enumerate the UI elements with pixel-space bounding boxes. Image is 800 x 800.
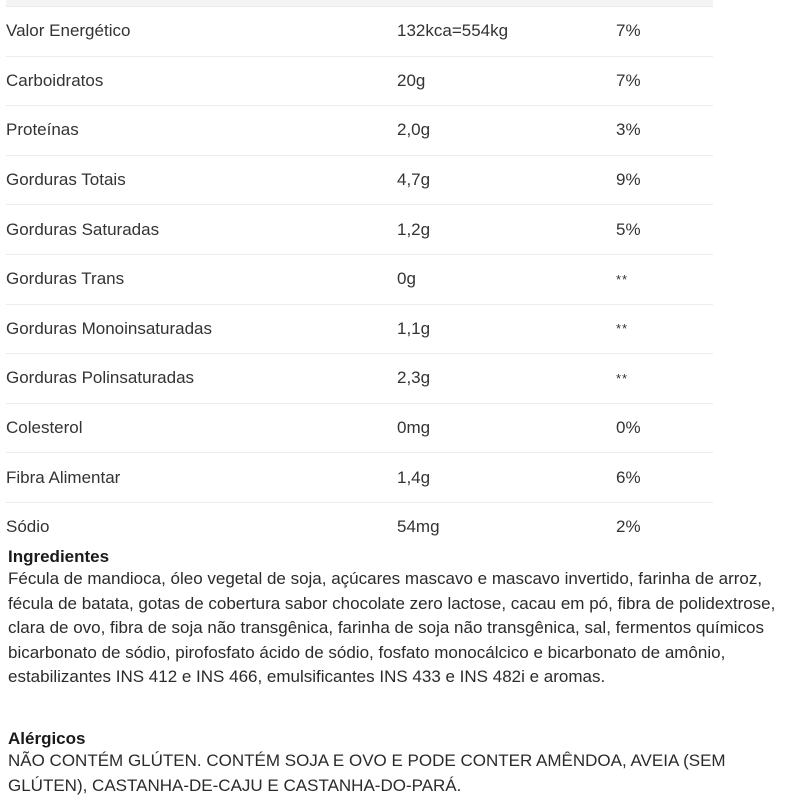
nutrient-amount: 0mg [397, 403, 616, 453]
nutrient-daily-value: ** [616, 304, 713, 354]
nutrient-amount: 20g [397, 56, 616, 106]
nutrient-daily-value: 7% [616, 7, 713, 56]
nutrient-name: Valor Energético [6, 7, 397, 56]
nutrition-row [6, 56, 713, 106]
nutrient-name: Colesterol [6, 403, 397, 453]
nutrient-amount: 1,2g [397, 205, 616, 255]
nutrient-amount: 2,0g [397, 106, 616, 156]
nutrient-amount: 0g [397, 254, 616, 304]
ingredients-title: Ingredientes [8, 547, 110, 566]
allergens-text: NÃO CONTÉM GLÚTEN. CONTÉM SOJA E OVO E PODE CONTER AMÊNDOA, AVEIA (SEM GLÚTEN), CASTANHA-DE-CAJU E CASTANHA-DO-PARÁ. [8, 751, 726, 795]
nutrient-name: Gorduras Polinsaturadas [6, 354, 397, 404]
nutrient-amount: 2,3g [397, 354, 616, 404]
nutrition-row [6, 106, 713, 156]
table-header-strip [6, 0, 713, 7]
nutrition-row [6, 155, 713, 205]
nutrient-name: Gorduras Trans [6, 254, 397, 304]
nutrient-daily-value: ** [616, 254, 713, 304]
nutrient-daily-value: 6% [616, 453, 713, 503]
nutrition-row [6, 354, 713, 404]
nutrition-table [6, 7, 713, 552]
nutrient-daily-value: ** [616, 354, 713, 404]
nutrient-amount: 4,7g [397, 155, 616, 205]
nutrient-amount: 132kca=554kg [397, 7, 616, 56]
nutrient-name: Gorduras Monoinsaturadas [6, 304, 397, 354]
nutrient-amount: 54mg [397, 517, 440, 537]
nutrition-table-body [6, 7, 713, 552]
nutrition-row [6, 254, 713, 304]
nutrition-row [6, 403, 713, 453]
nutrition-row [6, 502, 713, 551]
nutrient-amount: 1,1g [397, 304, 616, 354]
allergens-section [8, 728, 798, 798]
nutrient-name: Carboidratos [6, 56, 397, 106]
allergens-title: Alérgicos [8, 729, 86, 748]
nutrient-daily-value: 2% [616, 517, 641, 537]
nutrient-name: Proteínas [6, 106, 397, 156]
nutrient-name: Fibra Alimentar [6, 453, 397, 503]
nutrient-name: Sódio [6, 517, 50, 537]
ingredients-text: Fécula de mandioca, óleo vegetal de soja, açúcares mascavo e mascavo invertido, farinha de arroz, fécula de batata, gotas de cobertura sabor chocolate zero lactose, cacau em pó, fibra de polidextrose, clara de ovo, fibra de soja não transgênica, farinha de soja não transgênica, sal, fermentos químicos bicarbonato de sódio, pirofosfato ácido de sódio, fosfato monocálcico e bicarbonato de amônio, estabilizantes INS 412 e INS 466, emulsificantes INS 433 e INS 482i e aromas. [8, 569, 776, 686]
nutrition-row [6, 205, 713, 255]
nutrient-daily-value: 3% [616, 106, 713, 156]
nutrient-daily-value: 9% [616, 155, 713, 205]
nutrition-row [6, 7, 713, 56]
nutrition-row [6, 453, 713, 503]
nutrient-name: Gorduras Saturadas [6, 205, 397, 255]
nutrition-row [6, 304, 713, 354]
nutrient-amount: 1,4g [397, 453, 616, 503]
nutrient-daily-value: 5% [616, 205, 713, 255]
nutrient-daily-value: 0% [616, 403, 713, 453]
nutrient-daily-value: 7% [616, 56, 713, 106]
ingredients-section [8, 546, 798, 690]
nutrient-name: Gorduras Totais [6, 155, 397, 205]
